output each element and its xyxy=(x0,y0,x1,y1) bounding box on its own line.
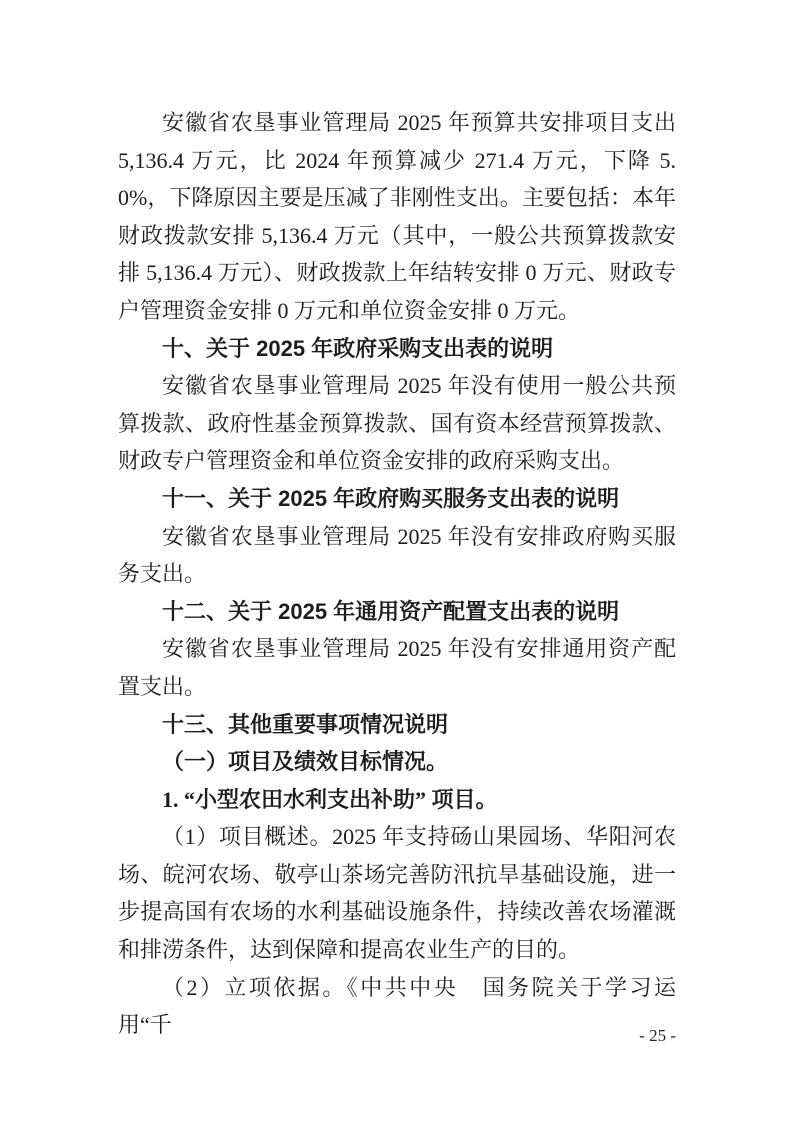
heading-section-twelve-asset-allocation: 十二、关于 2025 年通用资产配置支出表的说明 xyxy=(162,598,620,624)
paragraph-asset-allocation: 安徽省农垦事业管理局 2025 年没有安排通用资产配置支出。 xyxy=(118,636,676,699)
heading-section-thirteen-other-matters: 十三、其他重要事项情况说明 xyxy=(162,711,449,737)
paragraph-project-basis: （2）立项依据。《中共中央 国务院关于学习运用“千 xyxy=(118,974,676,1038)
paragraph-purchased-services: 安徽省农垦事业管理局 2025 年没有安排政府购买服务支出。 xyxy=(118,523,676,587)
heading-section-ten-gov-procurement: 十、关于 2025 年政府采购支出表的说明 xyxy=(162,335,554,361)
heading-section-eleven-purchased-services: 十一、关于 2025 年政府购买服务支出表的说明 xyxy=(162,485,620,511)
paragraph-gov-procurement: 安徽省农垦事业管理局 2025 年没有使用一般公共预算拨款、政府性基金预算拨款、国有资本经营预算拨款、财政专户管理资金和单位资金安排的政府采购支出。 xyxy=(118,373,676,474)
page-number: - 25 - xyxy=(639,1026,676,1045)
heading-projects-performance-targets: （一）项目及绩效目标情况。 xyxy=(162,749,449,775)
paragraph-project-expenditure: 安徽省农垦事业管理局 2025 年预算共安排项目支出 5,136.4 万元，比 2024 年预算减少 271.4 万元，下降 5.0%，下降原因主要是压减了非刚性支出。主要包括：本年财政拨款安排 5,136.4 万元（其中，一般公共预算拨款安排 5,136.4 万元）、财政拨款上年结转安排 0 万元、财政专户管理资金安排 0 万元和单位资金安排 0 万元。 xyxy=(118,110,676,323)
document-content xyxy=(118,104,676,1044)
heading-small-farmland-water-project: 1. “小型农田水利支出补助” 项目。 xyxy=(162,786,498,812)
paragraph-project-overview: （1）项目概述。2025 年支持砀山果园场、华阳河农场、皖河农场、敬亭山茶场完善防汛抗旱基础设施，进一步提高国有农场的水利基础设施条件，持续改善农场灌溉和排涝条件，达到保障和提高农业生产的目的。 xyxy=(118,824,676,963)
